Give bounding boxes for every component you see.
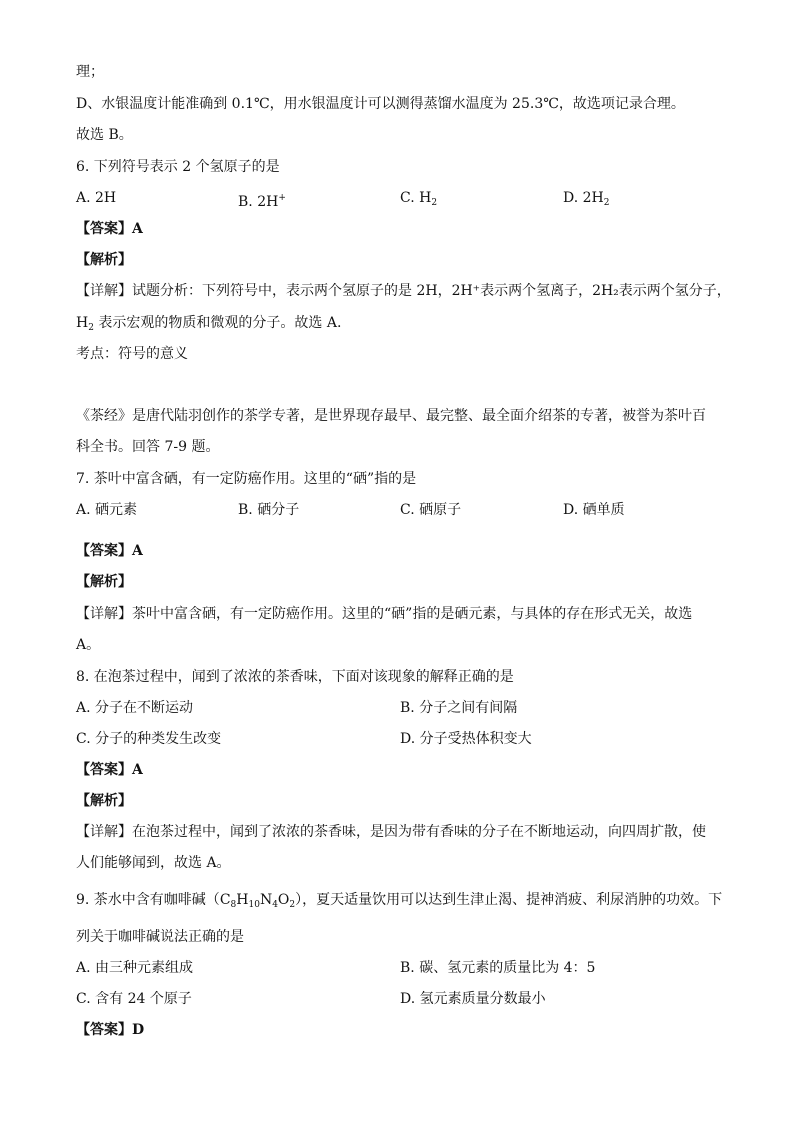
q7-option-d: D. 硒单质 [563, 502, 625, 518]
q6-kaodian: 考点：符号的意义 [76, 346, 188, 362]
passage-line-2: 科全书。回答 7-9 题。 [76, 439, 220, 455]
q9-stem-line-2: 列关于咖啡碱说法正确的是 [76, 929, 244, 945]
q8-option-b: B. 分子之间有间隔 [400, 700, 518, 716]
q8-option-d: D. 分子受热体积变大 [400, 731, 532, 747]
q6-option-b: B. 2H+ [238, 193, 286, 210]
q7-answer: 【答案】A [76, 543, 143, 559]
q6-detail-line-2: $H_2$ 表示宏观的物质和微观的分子。故选 A. [76, 315, 342, 333]
q7-option-c: C. 硒原子 [400, 502, 462, 518]
q7-detail-line-2: A。 [76, 637, 101, 653]
q8-analysis-label: 【解析】 [76, 793, 132, 809]
q9-option-a: A. 由三种元素组成 [76, 960, 194, 976]
q6-analysis-label: 【解析】 [76, 252, 132, 268]
q9-option-b: B. 碳、氢元素的质量比为 4：5 [400, 960, 596, 976]
q9-option-d: D. 氢元素质量分数最小 [400, 991, 546, 1007]
prev-text-line-2: D、水银温度计能准确到 0.1℃，用水银温度计可以测得蒸馏水温度为 25.3℃，故选项记录合理。 [76, 96, 685, 112]
q8-option-a: A. 分子在不断运动 [76, 700, 194, 716]
q6-answer: 【答案】A [76, 221, 143, 237]
q9-answer: 【答案】D [76, 1022, 145, 1038]
passage-line-1: 《茶经》是唐代陆羽创作的茶学专著，是世界现存最早、最完整、最全面介绍茶的专著，被誉为茶叶百 [76, 408, 706, 424]
q9-stem-line-1: 9. 茶水中含有咖啡碱$(C_8H_{10}N_4O_2)$，夏天适量饮用可以达到生津止渴、提神消疲、利尿消肿的功效。下 [76, 892, 723, 910]
q7-option-b: B. 硒分子 [238, 502, 300, 518]
q7-detail-line-1: 【详解】茶叶中富含硒，有一定防癌作用。这里的“硒”指的是硒元素，与具体的存在形式无关，故选 [76, 606, 693, 622]
q7-analysis-label: 【解析】 [76, 574, 132, 590]
q8-answer: 【答案】A [76, 762, 143, 778]
q6-stem: 6. 下列符号表示 2 个氢原子的是 [76, 159, 280, 175]
q6-detail-line-1: 【详解】试题分析：下列符号中，表示两个氢原子的是 2H，2H⁺表示两个氢离子，2H₂表示两个氢分子， [76, 283, 731, 299]
q9-option-c: C. 含有 24 个原子 [76, 991, 192, 1007]
q8-stem: 8. 在泡茶过程中，闻到了浓浓的茶香味，下面对该现象的解释正确的是 [76, 669, 514, 685]
caffeine-formula: $C_8H_{10}N_4O_2$ [219, 892, 296, 910]
q7-stem: 7. 茶叶中富含硒，有一定防癌作用。这里的“硒”指的是 [76, 471, 417, 487]
q6-option-a: A. 2H [76, 190, 117, 206]
q7-option-a: A. 硒元素 [76, 502, 138, 518]
prev-text-line-1: 理； [76, 64, 104, 80]
q8-option-c: C. 分子的种类发生改变 [76, 731, 222, 747]
q8-detail-line-2: 人们能够闻到，故选 A。 [76, 855, 231, 871]
q6-option-d: D. $2H_2$ [563, 190, 610, 208]
prev-text-line-3: 故选 B。 [76, 127, 133, 143]
q6-option-c: C. $H_2$ [400, 190, 438, 208]
q8-detail-line-1: 【详解】在泡茶过程中，闻到了浓浓的茶香味，是因为带有香味的分子在不断地运动，向四周扩散，使 [76, 824, 706, 840]
